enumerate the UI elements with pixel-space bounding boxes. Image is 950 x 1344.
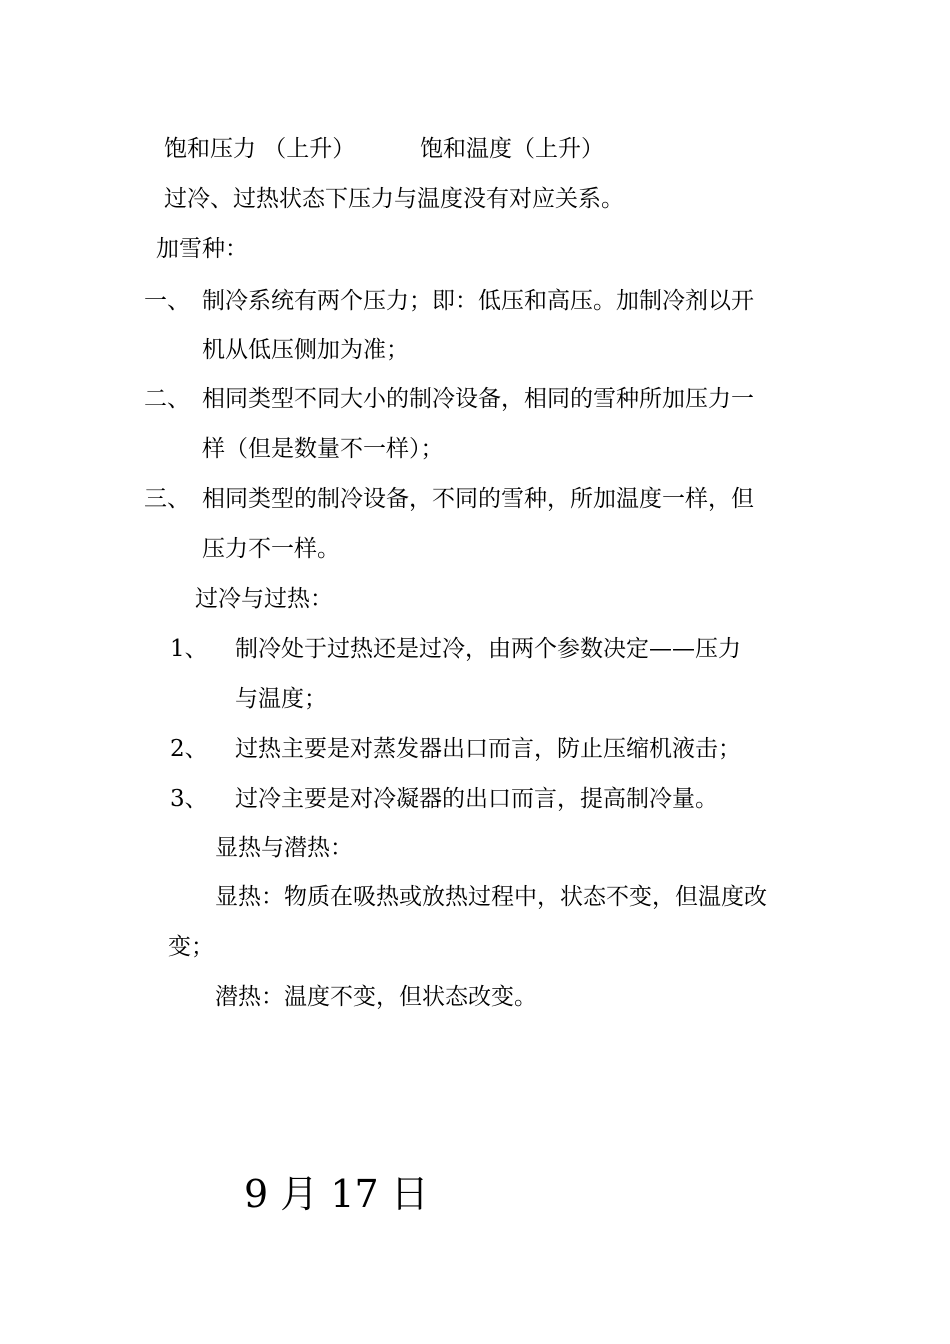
rule-text-continued: 机从低压侧加为准； [202, 337, 409, 363]
list-item-text: 制冷处于过热还是过冷，由两个参数决定——压力 [235, 636, 741, 662]
date-heading: 9 月 17 日 [244, 1172, 429, 1216]
rule-text: 制冷系统有两个压力；即：低压和高压。加制冷剂以开 [202, 288, 754, 314]
list-item-marker: 1、 [170, 636, 208, 662]
saturation-pressure-text: 饱和压力 （上升） [164, 136, 356, 162]
list-item-text: 过冷主要是对冷凝器的出口而言，提高制冷量。 [235, 786, 718, 812]
saturation-temperature-text: 饱和温度（上升） [420, 136, 604, 162]
rule-marker: 二、 [144, 386, 190, 412]
latent-heat-text: 潜热：温度不变，但状态改变。 [215, 984, 537, 1010]
subcool-heading: 过冷与过热： [195, 586, 333, 612]
list-item-marker: 2、 [170, 736, 208, 762]
heat-heading: 显热与潜热： [215, 835, 353, 861]
rule-marker: 一、 [144, 288, 190, 314]
overheat-note: 过冷、过热状态下压力与温度没有对应关系。 [164, 186, 624, 212]
rule-text: 相同类型不同大小的制冷设备，相同的雪种所加压力一 [202, 386, 754, 412]
list-item-text-continued: 与温度； [235, 686, 327, 712]
sensible-heat-text-continued: 变； [168, 934, 214, 960]
sensible-heat-text: 显热：物质在吸热或放热过程中，状态不变，但温度改 [215, 884, 767, 910]
add-snow-heading: 加雪种： [156, 236, 248, 262]
rule-text-continued: 压力不一样。 [202, 536, 340, 562]
rule-marker: 三、 [144, 486, 190, 512]
rule-text-continued: 样（但是数量不一样）； [202, 436, 444, 462]
list-item-marker: 3、 [170, 786, 208, 812]
rule-text: 相同类型的制冷设备，不同的雪种，所加温度一样，但 [202, 486, 754, 512]
list-item-text: 过热主要是对蒸发器出口而言，防止压缩机液击； [235, 736, 741, 762]
